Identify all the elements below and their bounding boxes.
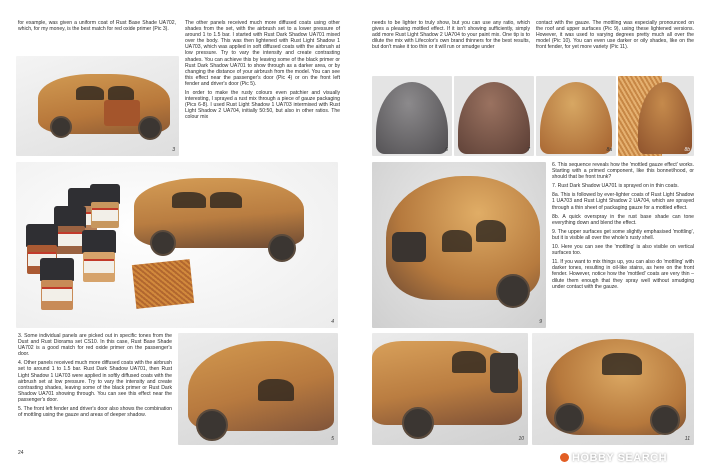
right-top-col1: needs to be lighter to truly show, but you can use any ratio, which gives a pleasing mottled effect. If it isn't showing sufficiently, simply add more Rust Light Shadow 2 UA704 to your paint mix. One tip is to dilute the mix with Lifecolor's own brand thinners for the best results, but don't make it too thin or it will run or smudge under: [372, 20, 530, 51]
caption-8b: 8b. A quick overspray in the rust base shade can tone everything down and blend the effect.: [552, 213, 694, 226]
paint-jar: [90, 184, 120, 228]
caption-11: 11. If you want to mix things up, you can also do 'mottling' with darker tones, resulting in oil-like stains, as here on the front fender. However, notice how the 'mottled' coats are very thin – dilute them enough that they spray well without smudging under contact with the gauze.: [552, 259, 694, 290]
photo-3: [16, 56, 179, 156]
caption-3: 3. Some individual panels are picked out in specific tones from the Dust and Rust Diorama set CS10. In this case, Rust Base Shade UA702 is a good match for red oxide primer on the passenger's door.: [18, 333, 172, 358]
photo-number: 9: [539, 319, 542, 325]
photo-9: [372, 162, 546, 328]
wheel: [402, 407, 434, 439]
middle-column: [185, 20, 340, 124]
caption-4: 4. Other panels received much more diffused coats with the airbrush set to around 1 to 1.5 bar. Rust Dark Shadow UA701, then Rust Light Shadow 1 UA703 were applied in softly diffused coats with the airbrush set at low pressure. Try to vary the intensity and create contrasting shades, leaving some of the black primer or Rust Dark Shadow UA701 showing through. You can see this effect near the passenger's door.: [18, 360, 172, 403]
photo-4: [16, 162, 338, 328]
wheel: [50, 116, 72, 138]
caption-5: 5. The front left fender and driver's door also shows the combination of mottling using the gauze and areas of deeper shadow.: [18, 406, 172, 419]
left-bottom-captions: [18, 333, 172, 421]
photo-6: [372, 76, 452, 156]
watermark: HOBBY SEARCH: [560, 452, 667, 464]
wheel: [496, 274, 530, 308]
wheel: [150, 230, 176, 256]
car-window: [172, 192, 206, 208]
photo-11: [532, 333, 694, 445]
car-window: [210, 192, 242, 208]
engine-bay: [392, 232, 426, 262]
photo-number: 5: [331, 436, 334, 442]
hood: [376, 82, 448, 154]
photo-number: 4: [331, 319, 334, 325]
photo-number: 10: [518, 436, 524, 442]
photo-8a: [536, 76, 616, 156]
photo-10: [372, 333, 528, 445]
wheel: [268, 234, 296, 262]
paint-jar: [40, 258, 74, 310]
car-window: [476, 220, 506, 242]
photo-number: 11: [684, 436, 690, 442]
photo-5: [178, 333, 338, 445]
hobby-search-logo-icon: [560, 453, 569, 462]
caption-7: 7. Rust Dark Shadow UA701 is sprayed on in thin coats.: [552, 183, 679, 190]
hood: [540, 82, 612, 154]
caption-10: 10. Here you can see the 'mottling' is also visible on vertical surfaces too.: [552, 244, 694, 257]
photo-7: [454, 76, 534, 156]
car-window: [602, 353, 642, 375]
photo-number: 6: [445, 147, 448, 153]
right-top-col2: contact with the gauze. The mottling was especially pronounced on the roof and upper surfaces (Pic 9), using these lightened versions. However, it was used to varying degrees pretty much all over the model (Pic 10). You can even use darker or oily shades, like on the front fender, for yet more variety (Pic 11).: [536, 20, 694, 51]
gauze-sample: [132, 259, 194, 309]
photo-number: 8a: [606, 147, 612, 153]
photo-number: 8b: [684, 147, 690, 153]
car-window: [258, 379, 294, 401]
left-top-text: for example, was given a uniform coat of Rust Base Shade UA702, which, for my money, is the best match for red oxide primer (Pic 3).: [18, 20, 176, 33]
wheel: [138, 116, 162, 140]
middle-paragraph-1: The other panels received much more diffused coats using other shades from the set, with the airbrush set to a lower pressure of around 1 to 1.5 bar. I started with Rust Dark Shadow UA701 mixed over the body. This was then lightened with Rust Light Shadow 1 UA703, which was applied in soft diffused coats with the airbrush at low pressure. Try to vary the intensity and create contrasting shades. You can achieve this by leaving some of the black primer or Rust Dark Shadow UA701 to show through as a darker area, or by changing the distance of your airbrush from the model. You can see this effect near the passenger's door (Pic 4) or on the front left fender and driver's door (Pic 5).: [185, 20, 340, 87]
page-number: 24: [18, 450, 24, 456]
middle-paragraph-2: In order to make the rusty colours even patchier and visually interesting, I sprayed a rust mix through a piece of gauze packaging (Pics 6-8). I used Rust Light Shadow 1 UA703 intermixed with Rust Light Shadow 2 UA704, initially 50:50, but also in other ratios. The colour mix: [185, 90, 340, 121]
car-window: [108, 86, 134, 100]
photo-8b: [618, 76, 694, 156]
hood: [458, 82, 530, 154]
caption-6: 6. This sequence reveals how the 'mottled gauze effect' works. Starting with a primed component, like this bonnet/hood, or should that be front trunk?: [552, 162, 694, 181]
photo-number: 7: [527, 147, 530, 153]
wheel: [554, 403, 584, 433]
wheel: [650, 405, 680, 435]
caption-8a: 8a. This is followed by ever-lighter coats of Rust Light Shadow 1 UA703 and Rust Light Shadow 2 UA704, which are sprayed through a thin sheet of packaging gauze for a mottled effect.: [552, 192, 694, 211]
rust-door-panel: [104, 100, 140, 126]
car-window: [452, 351, 486, 373]
car-window: [442, 230, 472, 252]
right-captions: [552, 162, 694, 293]
wheel: [196, 409, 228, 441]
engine-bay: [490, 353, 518, 393]
photo-number: 3: [172, 147, 175, 153]
paint-jar: [82, 230, 116, 282]
caption-9: 9. The upper surfaces get some slightly emphasised 'mottling', but it is visible all over the whole's rusty shell.: [552, 228, 694, 241]
car-window: [76, 86, 104, 100]
